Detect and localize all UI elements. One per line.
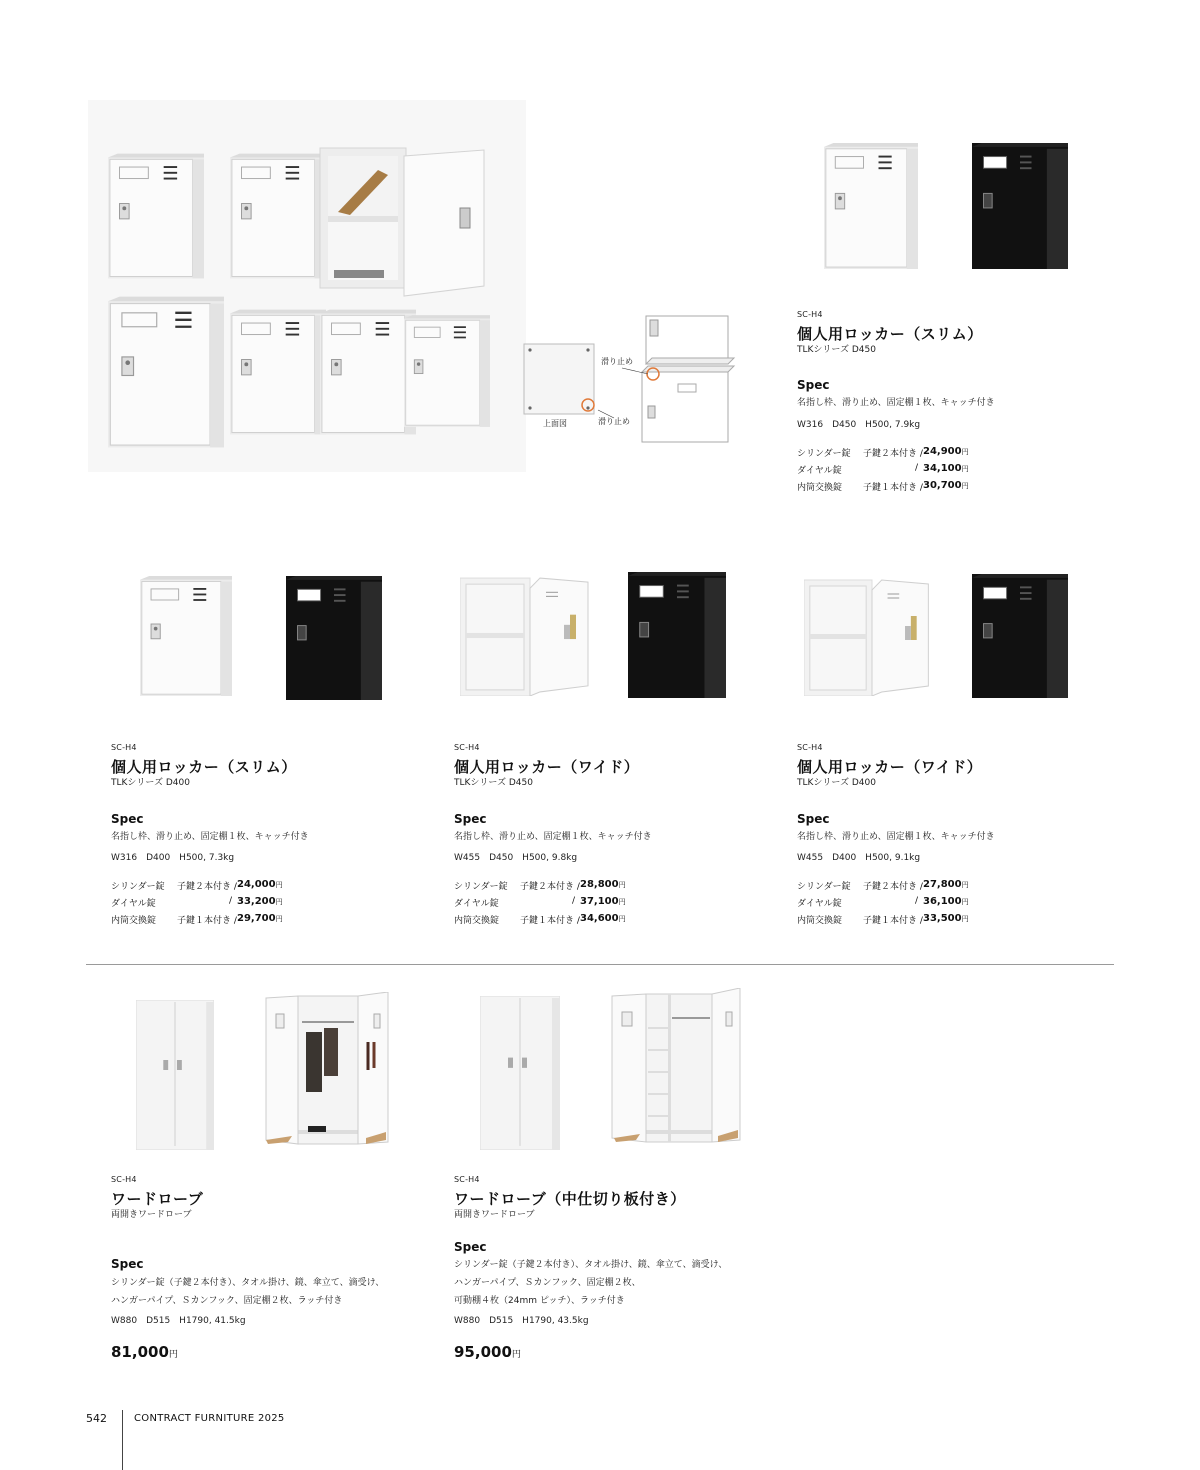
yen-unit: 円 [618,881,626,889]
lock-type: ダイヤル錠 [454,899,499,909]
product-image-white-wide-d450-open [460,574,600,696]
spec-heading: Spec [111,1257,144,1271]
anti-slip-label-lower: 滑り止め [598,417,630,426]
product-image-black-slim-d450 [972,143,1068,269]
key-info: / [572,896,576,906]
yen-unit: 円 [961,482,969,490]
key-info: 子鍵１本付き / [863,483,923,493]
product-code: SC-H4 [111,743,137,752]
price-row [797,896,977,911]
yen-unit: 円 [961,915,969,923]
price-value [580,896,626,907]
key-info: 子鍵１本付き / [177,916,237,926]
price-row [111,913,291,928]
yen-unit: 円 [961,881,969,889]
product-image-white-slim-d450 [824,143,918,269]
product-code: SC-H4 [797,310,823,319]
spec-features-line: 名指し枠、滑り止め、固定棚１枚、キャッチ付き [797,398,995,408]
price-value [923,463,969,474]
product-series: TLKシリーズ D400 [111,778,190,788]
spec-dimensions: W880 D515 H1790, 43.5kg [454,1316,589,1326]
page-number: 542 [86,1412,107,1425]
price-row [797,879,977,894]
spec-features-line: 名指し枠、滑り止め、固定棚１枚、キャッチ付き [454,832,652,842]
lock-type: シリンダー錠 [111,882,165,892]
price-row [111,879,291,894]
key-info: 子鍵２本付き / [520,882,580,892]
spec-heading: Spec [797,378,830,392]
lock-type: ダイヤル錠 [797,899,842,909]
price-value [237,879,283,890]
key-info: 子鍵２本付き / [863,882,923,892]
product-series: 両開きワードローブ [454,1210,535,1220]
price-amount: 28,800 [580,879,619,890]
price-value [580,879,626,890]
price-amount: 27,800 [923,879,962,890]
product-series: TLKシリーズ D450 [797,345,876,355]
spec-heading: Spec [454,812,487,826]
product-title: 個人用ロッカー（スリム） [797,325,983,343]
price-row [797,446,977,461]
price-amount: 34,100 [923,463,962,474]
lock-type: ダイヤル錠 [797,466,842,476]
product-series: TLKシリーズ D450 [454,778,533,788]
lock-type: 内筒交換錠 [797,483,843,493]
price-amount: 81,000 [111,1343,169,1361]
lock-type: 内筒交換錠 [454,916,500,926]
price-value [580,913,626,924]
spec-dimensions: W455 D400 H500, 9.1kg [797,853,921,863]
price-row [454,879,634,894]
price-amount: 37,100 [580,896,619,907]
spec-dimensions: W455 D450 H500, 9.8kg [454,853,578,863]
product-image-wardrobe-partition-closed [480,996,560,1150]
price-amount: 34,600 [580,913,619,924]
spec-heading: Spec [454,1240,487,1254]
price-amount: 33,200 [237,896,276,907]
spec-heading: Spec [797,812,830,826]
section-divider [86,964,1114,965]
price-row [797,480,977,495]
spec-features-line: 名指し枠、滑り止め、固定棚１枚、キャッチ付き [111,832,309,842]
price-value [237,913,283,924]
product-image-black-slim-d400 [286,576,382,700]
footer-divider [122,1410,123,1470]
price-value [923,480,969,491]
price-row [797,913,977,928]
product-image-white-slim-d400 [140,576,232,696]
key-info: / [229,896,233,906]
spec-features-line: 名指し枠、滑り止め、固定棚１枚、キャッチ付き [797,832,995,842]
product-image-black-wide-d450 [628,572,726,698]
price-amount: 30,700 [923,480,962,491]
price-amount: 29,700 [237,913,276,924]
yen-unit: 円 [961,898,969,906]
spec-features-line: 可動棚４枚（24mm ピッチ）、ラッチ付き [454,1296,625,1306]
price-amount: 24,000 [237,879,276,890]
spec-dimensions: W316 D400 H500, 7.3kg [111,853,235,863]
yen-unit: 円 [275,881,283,889]
product-title: 個人用ロッカー（ワイド） [454,758,640,776]
product-image-wardrobe-closed [136,1000,214,1150]
price-amount: 95,000 [454,1343,512,1361]
price-amount: 33,500 [923,913,962,924]
yen-unit: 円 [275,898,283,906]
lock-type: ダイヤル錠 [111,899,156,909]
product-image-wardrobe-open [262,992,392,1150]
product-code: SC-H4 [454,1175,480,1184]
price-value [923,879,969,890]
spec-features-line: シリンダー錠（子鍵２本付き）、タオル掛け、鏡、傘立て、滴受け、 [111,1278,385,1288]
top-view-label: 上面図 [543,419,567,428]
yen-unit: 円 [511,1350,521,1360]
yen-unit: 円 [618,915,626,923]
product-title: 個人用ロッカー（スリム） [111,758,297,776]
key-info: 子鍵２本付き / [863,449,923,459]
yen-unit: 円 [618,898,626,906]
product-image-black-wide-d400 [972,574,1068,698]
price-amount: 24,900 [923,446,962,457]
lock-type: シリンダー錠 [454,882,508,892]
key-info: 子鍵２本付き / [177,882,237,892]
key-info: 子鍵１本付き / [863,916,923,926]
yen-unit: 円 [961,465,969,473]
anti-slip-label-upper: 滑り止め [601,357,633,366]
lock-type: 内筒交換錠 [797,916,843,926]
price-row [454,896,634,911]
product-code: SC-H4 [797,743,823,752]
lock-type: 内筒交換錠 [111,916,157,926]
product-image-wardrobe-partition-open [608,988,744,1150]
product-price [454,1343,521,1361]
product-series: TLKシリーズ D400 [797,778,876,788]
key-info: 子鍵１本付き / [520,916,580,926]
spec-dimensions: W880 D515 H1790, 41.5kg [111,1316,246,1326]
spec-features-line: ハンガーパイプ、Ｓカンフック、固定棚２枚、ラッチ付き [111,1296,343,1306]
yen-unit: 円 [961,448,969,456]
product-title: 個人用ロッカー（ワイド） [797,758,983,776]
product-code: SC-H4 [111,1175,137,1184]
spec-dimensions: W316 D450 H500, 7.9kg [797,420,921,430]
price-value [923,913,969,924]
lock-type: シリンダー錠 [797,449,851,459]
price-row [454,913,634,928]
price-row [797,463,977,478]
product-image-white-wide-d400-open [804,576,940,696]
price-amount: 36,100 [923,896,962,907]
product-series: 両開きワードローブ [111,1210,192,1220]
lock-type: シリンダー錠 [797,882,851,892]
price-value [237,896,283,907]
locker-set-image [88,100,526,472]
price-value [923,896,969,907]
price-row [111,896,291,911]
product-title: ワードローブ [111,1190,204,1208]
product-code: SC-H4 [454,743,480,752]
key-info: / [915,463,919,473]
key-info: / [915,896,919,906]
product-title: ワードローブ（中仕切り板付き） [454,1190,686,1208]
yen-unit: 円 [275,915,283,923]
spec-features-line: ハンガーパイプ、Ｓカンフック、固定棚２枚、 [454,1278,641,1288]
yen-unit: 円 [168,1350,178,1360]
price-value [923,446,969,457]
product-price [111,1343,178,1361]
spec-heading: Spec [111,812,144,826]
footer-title: CONTRACT FURNITURE 2025 [134,1413,285,1424]
spec-features-line: シリンダー錠（子鍵２本付き）、タオル掛け、鏡、傘立て、滴受け、 [454,1260,728,1270]
